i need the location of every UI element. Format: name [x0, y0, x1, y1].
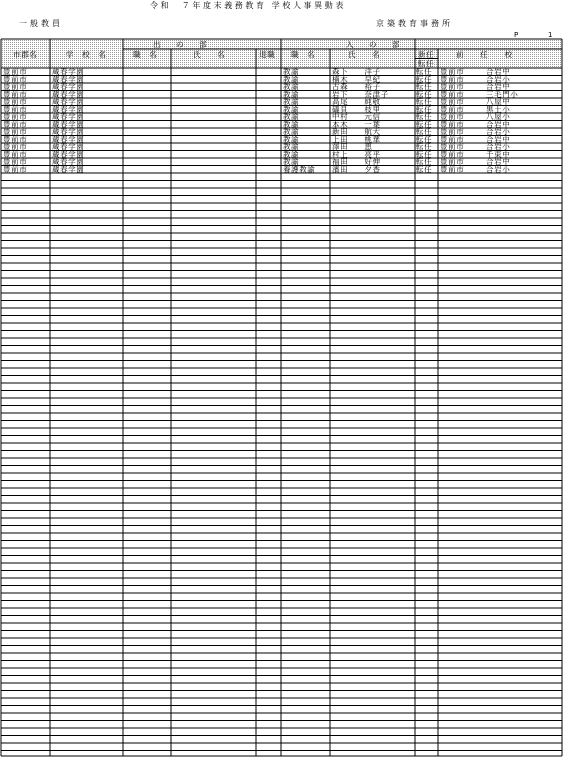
row-in-title: 教諭 [283, 74, 300, 84]
row-school: 蔵春学園 [52, 134, 85, 144]
row-in-name: 新田 航大 [332, 127, 381, 137]
group-in-header: 入 の 部 [346, 40, 404, 49]
col-school-header: 学 校 名 [66, 50, 107, 59]
row-in-name: 森下 洋子 [332, 67, 381, 77]
group-out-header: 出 の 部 [153, 40, 211, 49]
row-in-type: 転任 [416, 97, 433, 107]
row-city: 豊前市 [3, 164, 28, 174]
row-city: 豊前市 [3, 127, 28, 137]
row-city: 豊前市 [3, 149, 28, 159]
col-out-title-header: 職 名 [133, 50, 158, 59]
row-prev-city: 豊前市 [440, 74, 465, 84]
row-city: 豊前市 [3, 119, 28, 129]
row-in-type: 転任 [416, 119, 433, 129]
row-prev-school: 黒土小 [486, 104, 511, 114]
row-in-title: 教諭 [283, 149, 300, 159]
row-in-title: 教諭 [283, 119, 300, 129]
row-prev-city: 豊前市 [440, 149, 465, 159]
row-prev-school: 合岩中 [486, 134, 511, 144]
row-school: 蔵春学園 [52, 112, 85, 122]
page-label: P [514, 31, 519, 39]
row-prev-school: 合岩小 [486, 74, 511, 84]
row-prev-city: 豊前市 [440, 119, 465, 129]
row-in-title: 教諭 [283, 142, 300, 152]
row-in-title: 教諭 [283, 89, 300, 99]
row-in-name: 福田 好伸 [332, 157, 381, 167]
row-prev-school: 合岩小 [486, 142, 511, 152]
row-in-type: 転任 [416, 157, 433, 167]
row-in-title: 教諭 [283, 97, 300, 107]
row-prev-city: 豊前市 [440, 127, 465, 137]
row-in-type: 転任 [416, 67, 433, 77]
row-school: 蔵春学園 [52, 127, 85, 137]
page-number: 1 [548, 31, 553, 39]
row-prev-school: 合岩中 [486, 82, 511, 92]
row-school: 蔵春学園 [52, 104, 85, 114]
row-in-type: 転任 [416, 89, 433, 99]
row-city: 豊前市 [3, 74, 28, 84]
row-in-title: 教諭 [283, 127, 300, 137]
row-in-name: 高尾 純敬 [332, 97, 381, 107]
row-in-title: 教諭 [283, 67, 300, 77]
row-school: 蔵春学園 [52, 157, 85, 167]
row-school: 蔵春学園 [52, 119, 85, 129]
row-in-name: 澤田 恵 [332, 142, 373, 152]
row-city: 豊前市 [3, 142, 28, 152]
page-title: 令和 ７年度末義務教育 学校人事異動表 [150, 1, 346, 10]
row-city: 豊前市 [3, 89, 28, 99]
row-school: 蔵春学園 [52, 74, 85, 84]
row-prev-school: 三毛門小 [486, 89, 519, 99]
col-out-name-header: 氏 名 [193, 50, 226, 59]
row-school: 蔵春学園 [52, 164, 85, 174]
row-school: 蔵春学園 [52, 67, 85, 77]
row-prev-city: 豊前市 [440, 134, 465, 144]
row-in-name: 濱田 夕香 [332, 164, 381, 174]
row-in-title: 養護教諭 [283, 164, 316, 174]
row-in-title: 教諭 [283, 157, 300, 167]
row-in-type: 転任 [416, 74, 433, 84]
row-in-title: 教諭 [283, 104, 300, 114]
row-in-name: 中村 元信 [332, 112, 381, 122]
row-city: 豊前市 [3, 112, 28, 122]
row-prev-city: 豊前市 [440, 89, 465, 99]
row-in-name: 上田 桃華 [332, 134, 381, 144]
col-prev-school-header: 前 任 校 [456, 50, 513, 59]
row-in-name: 古森 裕子 [332, 82, 381, 92]
row-city: 豊前市 [3, 97, 28, 107]
col-in-title-header: 職 名 [291, 50, 316, 59]
row-city: 豊前市 [3, 157, 28, 167]
row-school: 蔵春学園 [52, 89, 85, 99]
row-prev-city: 豊前市 [440, 104, 465, 114]
row-prev-city: 豊前市 [440, 67, 465, 77]
col-in-name-header: 氏 名 [348, 50, 381, 59]
row-in-name: 本木 一葉 [332, 119, 381, 129]
row-in-name: 楠木 早紀 [332, 74, 381, 84]
row-prev-city: 豊前市 [440, 112, 465, 122]
staff-category: 一般教員 [19, 19, 63, 28]
row-prev-school: 千束中 [486, 149, 511, 159]
row-school: 蔵春学園 [52, 82, 85, 92]
row-prev-school: 八屋小 [486, 112, 511, 122]
row-prev-school: 合岩中 [486, 157, 511, 167]
row-city: 豊前市 [3, 67, 28, 77]
row-prev-school: 合岩小 [486, 127, 511, 137]
row-prev-city: 豊前市 [440, 142, 465, 152]
row-school: 蔵春学園 [52, 149, 85, 159]
col-out-retire-header: 退職 [259, 50, 276, 59]
education-office: 京築教育事務所 [376, 19, 453, 28]
row-in-name: 岩下 奈津子 [332, 89, 389, 99]
row-in-type: 転任 [416, 112, 433, 122]
row-in-type: 転任 [416, 104, 433, 114]
row-prev-city: 豊前市 [440, 82, 465, 92]
row-in-title: 教諭 [283, 112, 300, 122]
row-in-type: 転任 [416, 134, 433, 144]
row-prev-school: 合岩中 [486, 67, 511, 77]
row-prev-school: 八屋中 [486, 97, 511, 107]
row-in-type: 転任 [416, 142, 433, 152]
row-prev-school: 合岩中 [486, 119, 511, 129]
row-city: 豊前市 [3, 134, 28, 144]
row-prev-city: 豊前市 [440, 157, 465, 167]
row-school: 蔵春学園 [52, 97, 85, 107]
row-prev-city: 豊前市 [440, 97, 465, 107]
row-in-type: 転任 [416, 149, 433, 159]
row-city: 豊前市 [3, 82, 28, 92]
row-in-type: 転任 [416, 82, 433, 92]
row-school: 蔵春学園 [52, 142, 85, 152]
col-in-type-subheader: 転任 [418, 59, 435, 68]
row-prev-school: 合岩小 [486, 164, 511, 174]
row-prev-city: 豊前市 [440, 164, 465, 174]
col-in-type-header: 新任 [418, 50, 435, 59]
row-in-title: 教諭 [283, 134, 300, 144]
row-city: 豊前市 [3, 104, 28, 114]
col-city-header: 市郡名 [13, 50, 38, 59]
row-in-name: 礒貝 枝里 [332, 104, 381, 114]
row-in-type: 転任 [416, 164, 433, 174]
row-in-type: 転任 [416, 127, 433, 137]
row-in-name: 村上 亮平 [332, 149, 381, 159]
row-in-title: 教諭 [283, 82, 300, 92]
